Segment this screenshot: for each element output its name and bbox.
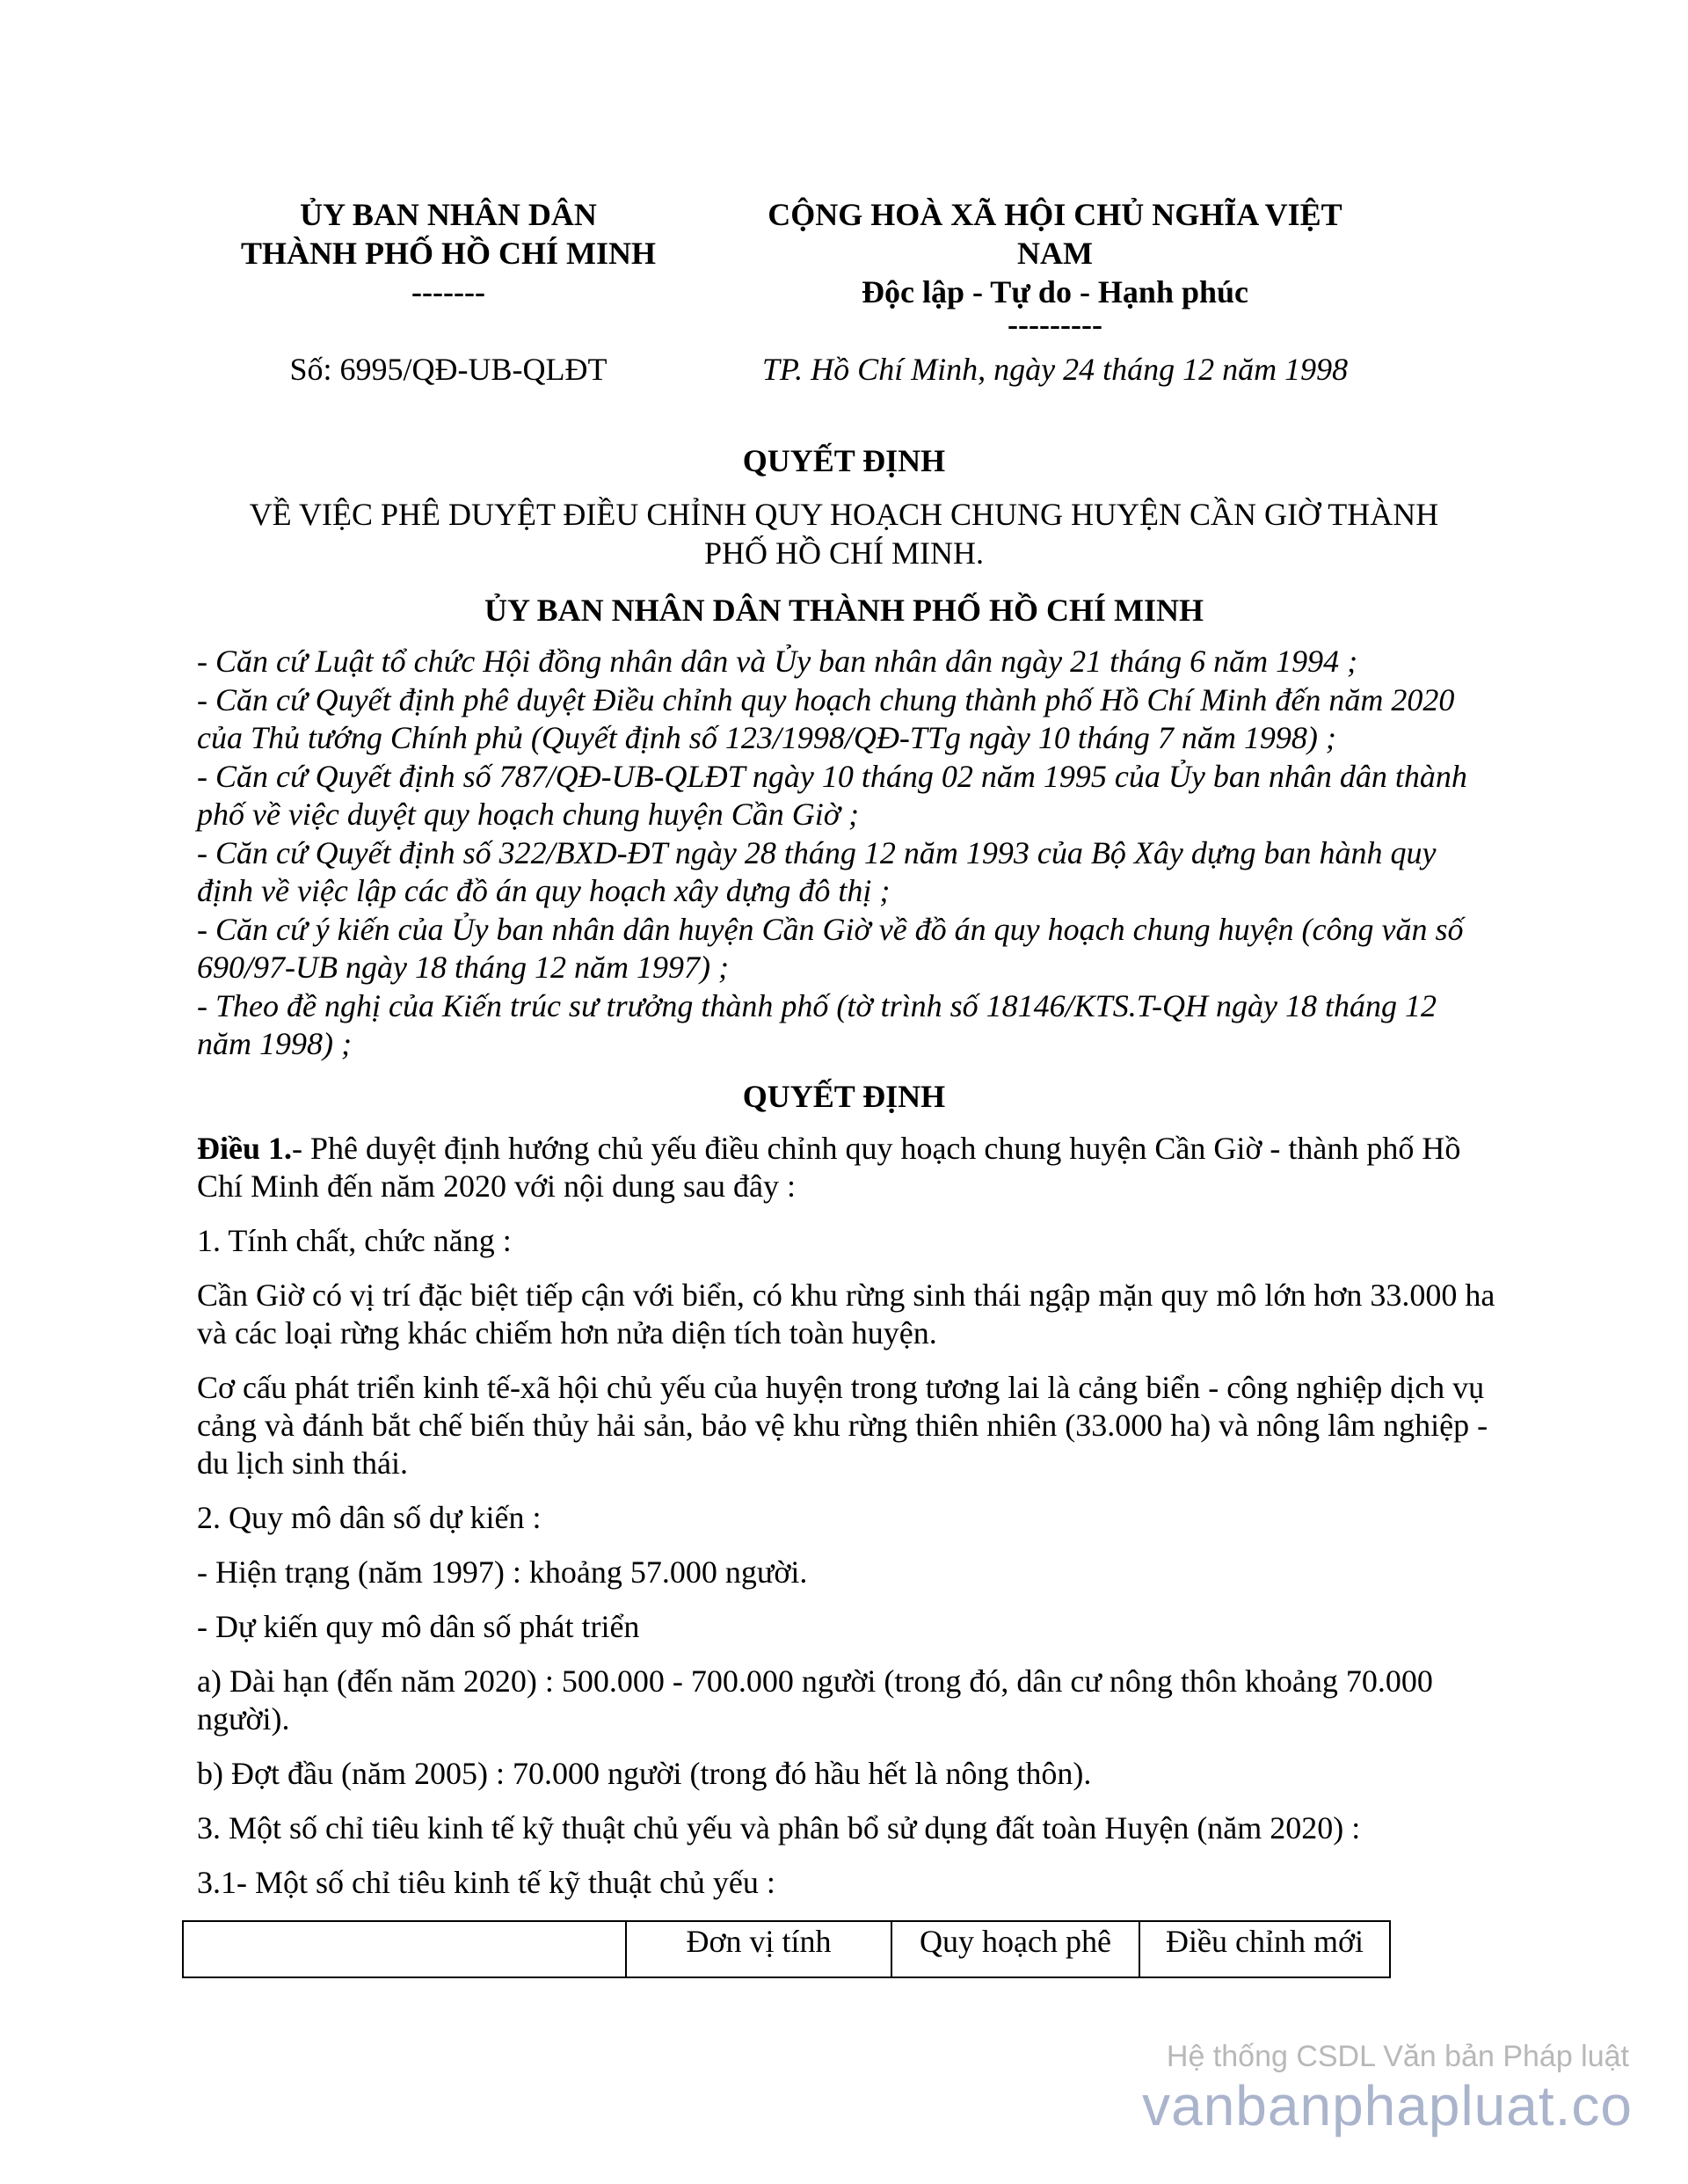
article-1-text: - Phê duyệt định hướng chủ yếu điều chỉnh quy hoạch chung huyện Cần Giờ - thành phố Hồ Chí Minh đến năm 2020 với nội dung sau đây : (197, 1131, 1461, 1204)
table-header-cell (183, 1921, 626, 1977)
body-paragraph: Cơ cấu phát triển kinh tế-xã hội chủ yếu của huyện trong tương lai là cảng biển - công nghiệp dịch vụ cảng và đánh bắt chế biến thủy hải sản, bảo vệ khu rừng thiên nhiên (33.000 ha) và nông lâm nghiệp - du lịch sinh thái. (197, 1370, 1488, 1481)
body-paragraph: - Dự kiến quy mô dân số phát triển (197, 1609, 640, 1644)
motto-divider: --------- (1008, 307, 1102, 342)
subject-line1: VỀ VIỆC PHÊ DUYỆT ĐIỀU CHỈNH QUY HOẠCH CHUNG HUYỆN CẦN GIỜ THÀNH (249, 497, 1439, 532)
place-and-date: TP. Hồ Chí Minh, ngày 24 tháng 12 năm 1998 (761, 352, 1349, 387)
decision-body (197, 1130, 1498, 1918)
table-header-row (183, 1921, 1390, 1977)
body-paragraph: a) Dài hạn (đến năm 2020) : 500.000 - 700.000 người (trong đó, dân cư nông thôn khoảng 70.000 người). (197, 1663, 1433, 1736)
national-heading-block (703, 195, 1407, 342)
watermark-site: vanbanphapluat.co (1142, 2074, 1633, 2137)
agency-divider: ------- (411, 274, 485, 309)
indicators-table (182, 1920, 1391, 1978)
legal-basis-item: - Theo đề nghị của Kiến trúc sư trưởng thành phố (tờ trình số 18146/KTS.T-QH ngày 18 tháng 12 năm 1998) ; (197, 987, 1437, 1061)
table-header-cell: Đơn vị tính (626, 1921, 891, 1977)
body-paragraph: 3. Một số chỉ tiêu kinh tế kỹ thuật chủ yếu và phân bổ sử dụng đất toàn Huyện (năm 2020) : (197, 1810, 1361, 1845)
document-type-title: QUYẾT ĐỊNH (742, 443, 946, 478)
body-paragraph: 2. Quy mô dân số dự kiến : (197, 1500, 542, 1535)
document-subject (176, 495, 1512, 572)
legal-basis-item: - Căn cứ Luật tổ chức Hội đồng nhân dân và Ủy ban nhân dân ngày 21 tháng 6 năm 1994 ; (197, 644, 1358, 679)
national-motto: Độc lập - Tự do - Hạnh phúc (861, 274, 1249, 309)
article-1-label: Điều 1. (197, 1131, 292, 1166)
legal-basis-item: - Căn cứ Quyết định số 322/BXD-ĐT ngày 28 tháng 12 năm 1993 của Bộ Xây dựng ban hành quy định về việc lập các đồ án quy hoạch xây dựng đô thị ; (197, 834, 1437, 908)
legal-basis-item: - Căn cứ Quyết định phê duyệt Điều chỉnh quy hoạch chung thành phố Hồ Chí Minh đến năm 2020 của Thủ tướng Chính phủ (Quyết định số 123/1998/QĐ-TTg ngày 10 tháng 7 năm 1998) ; (197, 681, 1455, 755)
agency-name-line2: THÀNH PHỐ HỒ CHÍ MINH (240, 236, 656, 271)
country-name-line1: CỘNG HOÀ XÃ HỘI CHỦ NGHĨA VIỆT (768, 197, 1342, 232)
decision-heading: QUYẾT ĐỊNH (742, 1079, 946, 1114)
country-name-line2: NAM (1017, 236, 1093, 271)
watermark-caption: Hệ thống CSDL Văn bản Pháp luật (1166, 2040, 1629, 2073)
table-header-cell: Điều chỉnh mới (1139, 1921, 1390, 1977)
issuing-agency-block (189, 195, 708, 311)
body-paragraph: b) Đợt đầu (năm 2005) : 70.000 người (trong đó hầu hết là nông thôn). (197, 1756, 1092, 1791)
body-paragraph: - Hiện trạng (năm 1997) : khoảng 57.000 người. (197, 1554, 808, 1590)
legal-basis-item: - Căn cứ Quyết định số 787/QĐ-UB-QLĐT ngày 10 tháng 02 năm 1995 của Ủy ban nhân dân thành phố về việc duyệt quy hoạch chung huyện Cần Giờ ; (197, 758, 1467, 832)
document-number: Số: 6995/QĐ-UB-QLĐT (289, 352, 608, 387)
agency-name-line1: ỦY BAN NHÂN DÂN (300, 197, 597, 232)
body-paragraph: 3.1- Một số chỉ tiêu kinh tế kỹ thuật chủ yếu : (197, 1865, 775, 1900)
legal-bases (197, 643, 1498, 1064)
legal-basis-item: - Căn cứ ý kiến của Ủy ban nhân dân huyện Cần Giờ về đồ án quy hoạch chung huyện (công văn số 690/97-UB ngày 18 tháng 12 năm 1997) ; (197, 911, 1464, 985)
body-paragraph: 1. Tính chất, chức năng : (197, 1223, 512, 1258)
subject-line2: PHỐ HỒ CHÍ MINH. (703, 535, 984, 571)
article-1 (197, 1130, 1498, 1205)
issuing-authority: ỦY BAN NHÂN DÂN THÀNH PHỐ HỒ CHÍ MINH (484, 593, 1204, 628)
table-header-cell: Quy hoạch phê (891, 1921, 1139, 1977)
body-paragraph: Cần Giờ có vị trí đặc biệt tiếp cận với biển, có khu rừng sinh thái ngập mặn quy mô lớn hơn 33.000 ha và các loại rừng khác chiếm hơn nửa diện tích toàn huyện. (197, 1278, 1495, 1350)
